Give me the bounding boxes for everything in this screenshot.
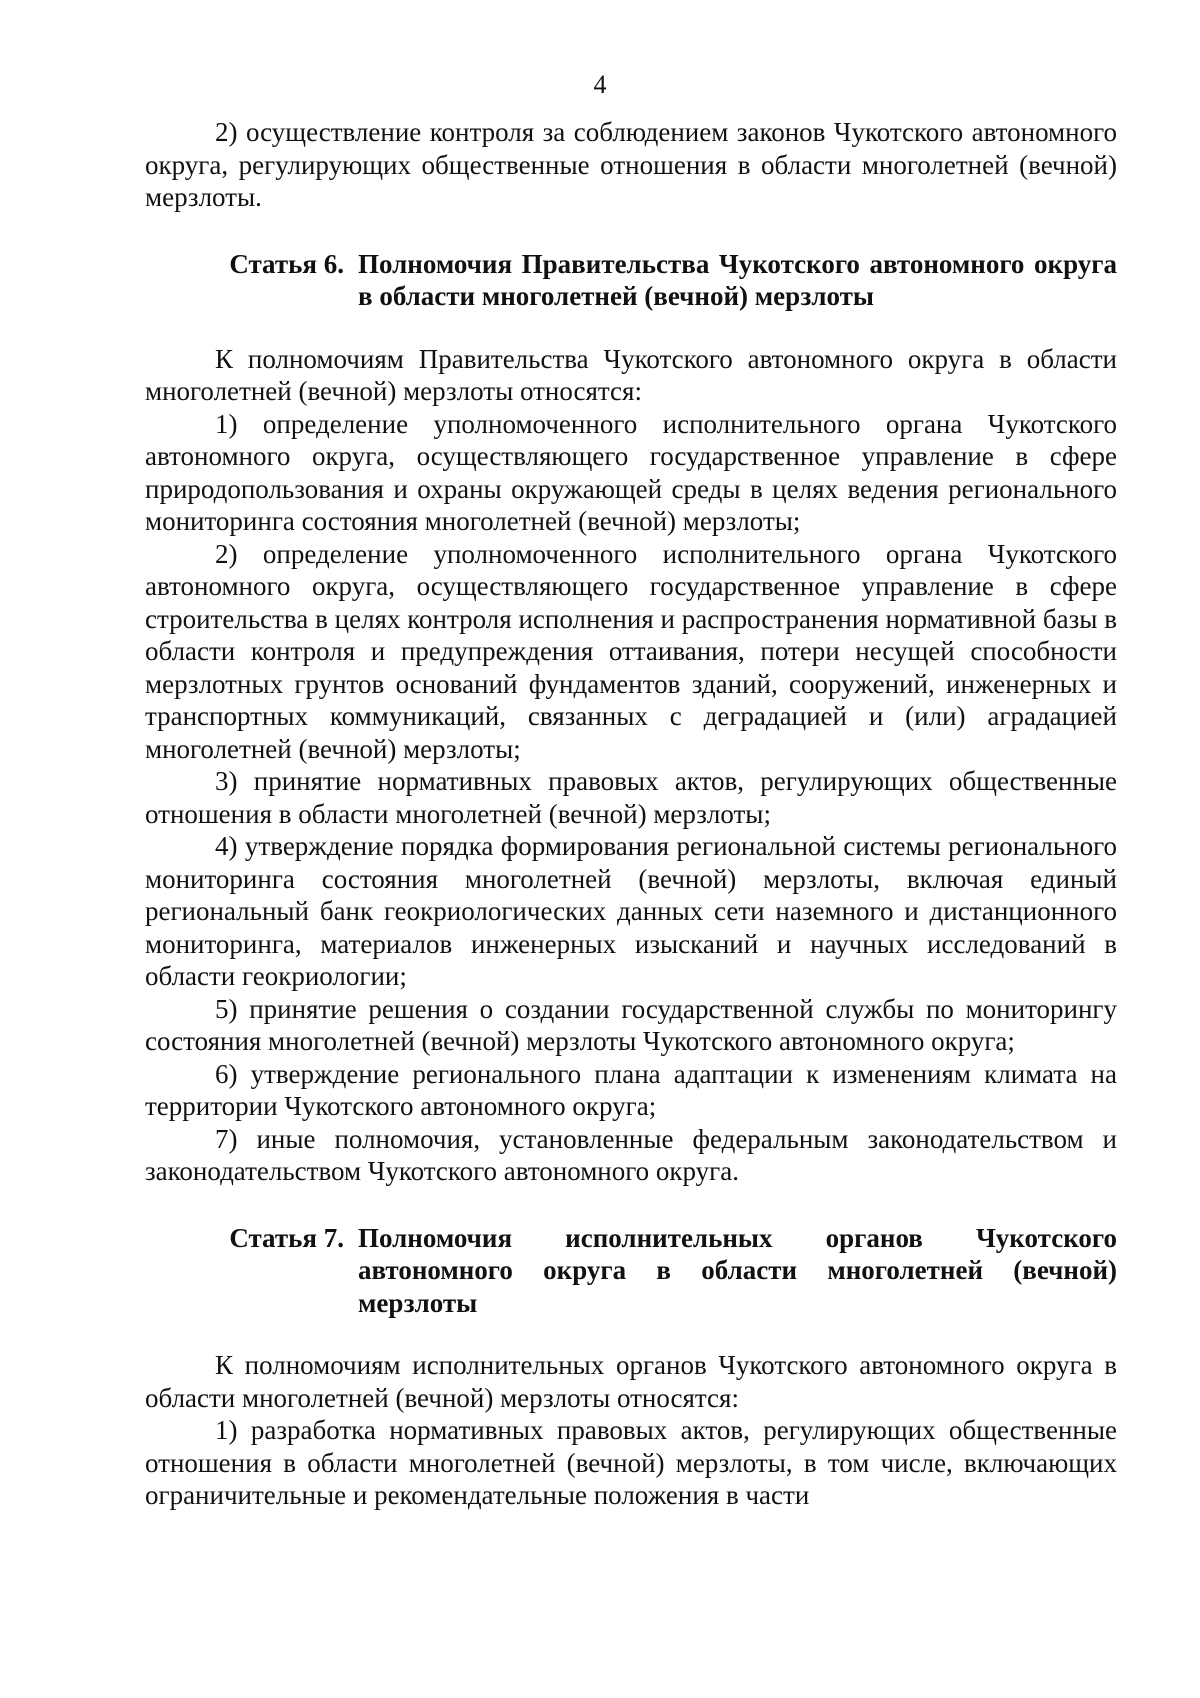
paragraph: 2) осуществление контроля за соблюдением законов Чукотского автономного округа, регулирующих общественные отношения в области многолетней (вечной) мерзлоты. — [145, 117, 1117, 212]
paragraph: К полномочиям Правительства Чукотского автономного округа в области многолетней (вечной) мерзлоты относятся: — [145, 343, 1117, 406]
article-title: Полномочия Правительства Чукотского автономного округа в области многолетней (вечной) мерзлоты — [358, 248, 1117, 311]
page-number: 4 — [593, 70, 607, 99]
list-item: 6) утверждение регионального плана адаптации к изменениям климата на территории Чукотского автономного округа; — [145, 1058, 1117, 1121]
document-body — [145, 116, 1117, 1512]
article-7-heading — [145, 1222, 1117, 1320]
article-6-heading — [145, 248, 1117, 313]
article-number: Статья 7. — [229, 1222, 344, 1253]
article-number: Статья 6. — [229, 248, 344, 279]
list-item: 4) утверждение порядка формирования региональной системы регионального мониторинга состояния многолетней (вечной) мерзлоты, включая единый региональный банк геокриологических данных сети наземного и дистанционного мониторинга, материалов инженерных изысканий и научных исследований в области геокриологии; — [145, 831, 1117, 991]
list-item: 7) иные полномочия, установленные федеральным законодательством и законодательством Чукотского автономного округа. — [145, 1123, 1117, 1186]
paragraph: К полномочиям исполнительных органов Чукотского автономного округа в области многолетней (вечной) мерзлоты относятся: — [145, 1350, 1117, 1413]
list-item: 3) принятие нормативных правовых актов, регулирующих общественные отношения в области многолетней (вечной) мерзлоты; — [145, 766, 1117, 829]
list-item: 1) разработка нормативных правовых актов, регулирующих общественные отношения в области многолетней (вечной) мерзлоты, в том числе, включающих ограничительные и рекомендательные положения в части — [145, 1415, 1117, 1510]
list-item: 1) определение уполномоченного исполнительного органа Чукотского автономного округа, осуществляющего государственное управление в сфере природопользования и охраны окружающей среды в целях ведения регионального мониторинга состояния многолетней (вечной) мерзлоты; — [145, 408, 1117, 536]
list-item: 2) определение уполномоченного исполнительного органа Чукотского автономного округа, осуществляющего государственное управление в сфере строительства в целях контроля исполнения и распространения нормативной базы в области контроля и предупреждения оттаивания, потери несущей способности мерзлотных грунтов оснований фундаментов зданий, сооружений, инженерных и транспортных коммуникаций, связанных с деградацией и (или) аградацией многолетней (вечной) мерзлоты; — [145, 538, 1117, 764]
article-title: Полномочия исполнительных органов Чукотского автономного округа в области многолетней (вечной) мерзлоты — [358, 1222, 1117, 1318]
list-item: 5) принятие решения о создании государственной службы по мониторингу состояния многолетней (вечной) мерзлоты Чукотского автономного округа; — [145, 993, 1117, 1056]
